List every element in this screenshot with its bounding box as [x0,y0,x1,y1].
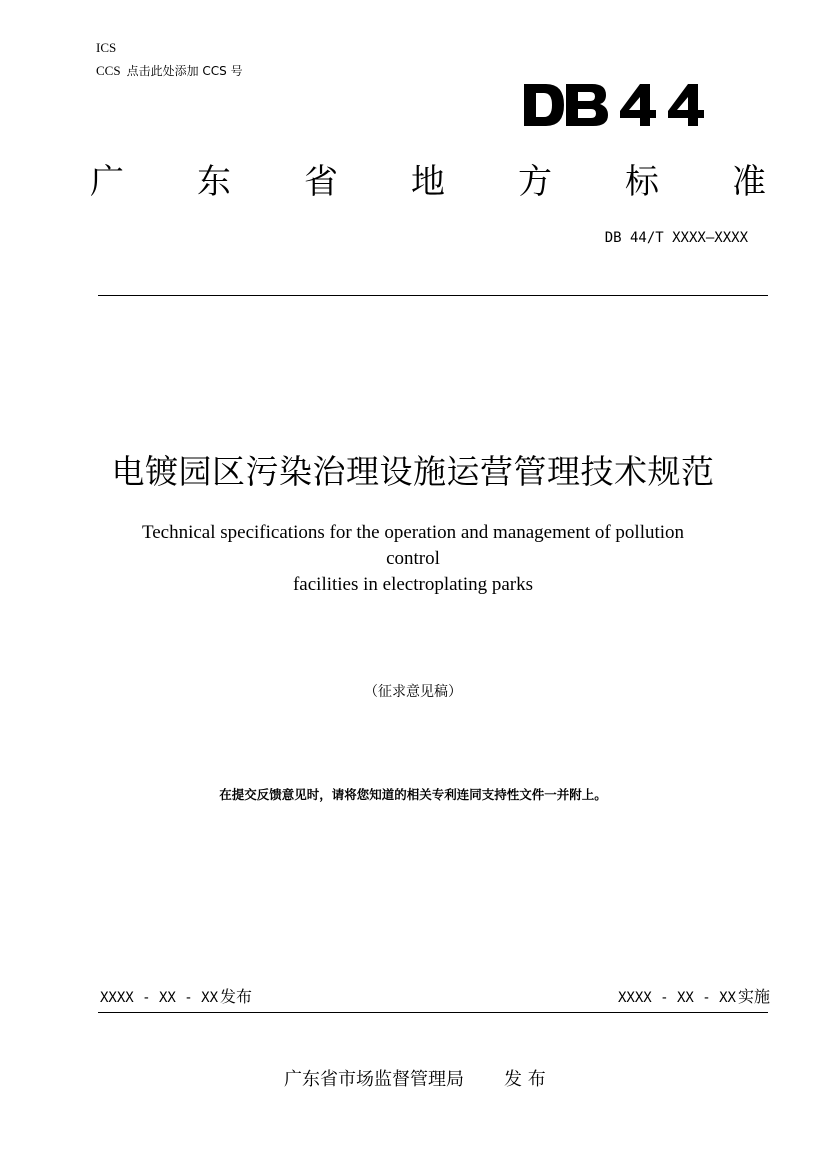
document-title-en-line1: Technical specifications for the operation and management of pollution control [141,522,685,569]
ics-label: ICS [96,40,117,55]
publish-date [100,986,252,1009]
publish-label: 发布 [220,987,253,1006]
implement-date-value: XXXX - XX - XX [617,990,736,1006]
standard-number: DB 44/T XXXX—XXXX [604,230,748,246]
standard-type-char: 方 [518,162,552,202]
implement-date [618,986,770,1009]
bottom-divider [98,1012,768,1013]
standard-type-char: 地 [411,162,445,202]
ccs-line [96,63,243,79]
document-title-cn: 电镀园区污染治理设施运营管理技术规范 [111,452,715,491]
issuer-line [284,1068,546,1092]
publish-date-value: XXXX - XX - XX [100,990,219,1006]
standard-type-char: 准 [732,162,766,202]
ccs-label: CCS [96,63,121,78]
db44-logo [520,76,710,136]
ccs-hint[interactable]: 点击此处添加 CCS 号 [126,64,243,78]
issuer-name: 广东省市场监督管理局 [284,1069,464,1090]
standard-type-char: 省 [304,162,338,202]
standard-type-title [90,160,766,204]
patent-notice: 在提交反馈意见时，请将您知道的相关专利连同支持性文件一并附上。 [219,787,607,802]
standard-type-char: 东 [197,162,231,202]
standard-type-char: 广 [90,162,124,202]
implement-label: 实施 [737,987,770,1006]
standard-type-char: 标 [625,162,659,202]
issuer-action: 发 布 [504,1069,546,1090]
document-title-en [113,520,713,598]
document-title-en-line2: facilities in electroplating parks [292,574,534,595]
top-divider [98,295,768,296]
draft-status: （征求意见稿） [364,684,462,700]
